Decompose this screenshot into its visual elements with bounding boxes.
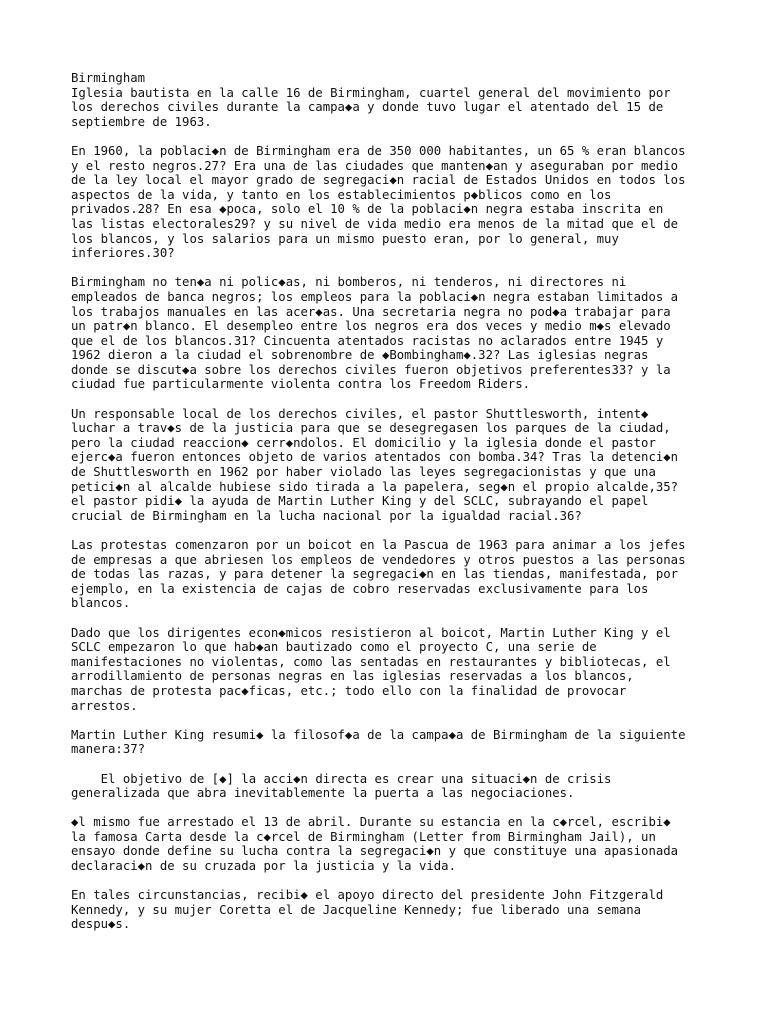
paragraph-shuttlesworth: Un responsable local de los derechos civiles, el pastor Shuttlesworth, intent◆ luchar a trav◆s de la justicia para que se desegregasen los parques de la ciudad, pero la ciudad reaccion◆ cerr◆ndolos. El domicilio y la iglesia donde el pastor ejerc◆a fueron entonces objeto de varios atentados con bomba.34? Tras la detenci◆n de Shuttlesworth en 1962 por haber violado las leyes segregacionistas y que una petici◆n al alcalde hubiese sido tirada a la papelera, seg◆n el propio alcalde,35? el pastor pidi◆ la ayuda de Martin Luther King y del SCLC, subrayando el papel crucial de Birmingham en la lucha nacional por la igualdad racial.36? [71, 406, 679, 523]
document-title: Birmingham [71, 71, 146, 85]
document-page [71, 71, 731, 932]
paragraph-project-c: Dado que los dirigentes econ◆micos resistieron al boicot, Martin Luther King y el SCLC empezaron lo que hab◆an bautizado como el proyecto C, una serie de manifestaciones no violentas, como las sentadas en restaurantes y bibliotecas, el arrodillamiento de personas negras en las iglesias reservadas a los blancos, marchas de protesta pac◆ficas, etc.; todo ello con la finalidad de provocar arrestos. [71, 625, 671, 713]
paragraph-kennedy: En tales circunstancias, recibi◆ el apoyo directo del presidente John Fitzgerald Kennedy, y su mujer Coretta el de Jacqueline Kennedy; fue liberado una semana despu◆s. [71, 888, 664, 932]
paragraph-philosophy: Martin Luther King resumi◆ la filosof◆a de la campa◆a de Birmingham de la siguiente manera:37? [71, 727, 686, 757]
paragraph-employment: Birmingham no ten◆a ni polic◆as, ni bomberos, ni tenderos, ni directores ni empleados de banca negros; los empleos para la poblaci◆n negra estaban limitados a los trabajos manuales en las acer◆as. Una secretaria negra no pod◆a trabajar para un patr◆n blanco. El desempleo entre los negros era dos veces y medio m◆s elevado que el de los blancos.31? Cincuenta atentados racistas no aclarados entre 1945 y 1962 dieron a la ciudad el sobrenombre de ◆Bombingham◆.32? Las iglesias negras donde se discut◆a sobre los derechos civiles fueron objetivos preferentes33? y la ciudad fue particularmente violenta contra los Freedom Riders. [71, 275, 679, 392]
paragraph-boycott: Las protestas comenzaron por un boicot en la Pascua de 1963 para animar a los jefes de empresas a que abriesen los empleos de vendedores y otros puestos a las personas de todas las razas, y para detener la segregaci◆n en las tiendas, manifestada, por ejemplo, en la existencia de cajas de cobro reservadas exclusivamente para los blancos. [71, 538, 686, 611]
paragraph-population: En 1960, la poblaci◆n de Birmingham era de 350 000 habitantes, un 65 % eran blancos y el resto negros.27? Era una de las ciudades que manten◆an y aseguraban por medio de la ley local el mayor grado de segregaci◆n racial de Estados Unidos en todos los aspectos de la vida, y tanto en los establecimientos p◆blicos como en los privados.28? En esa ◆poca, solo el 10 % de la poblaci◆n negra estaba inscrita en las listas electorales29? y su nivel de vida medio era menos de la mitad que el de los blancos, y los salarios para un mismo puesto eran, por lo general, muy inferiores.30? [71, 143, 686, 261]
paragraph-caption: Iglesia bautista en la calle 16 de Birmingham, cuartel general del movimiento por los derechos civiles durante la campa◆a y donde tuvo lugar el atentado del 15 de septiembre de 1963. [71, 85, 671, 129]
paragraph-quote: El objetivo de [◆] la acci◆n directa es crear una situaci◆n de crisis generalizada que abra inevitablemente la puerta a las negociaciones. [71, 771, 612, 801]
paragraph-arrest: ◆l mismo fue arrestado el 13 de abril. Durante su estancia en la c◆rcel, escribi◆ la famosa Carta desde la c◆rcel de Birmingham (Letter from Birmingham Jail), un ensayo donde define su lucha contra la segregaci◆n y que constituye una apasionada declaraci◆n de su cruzada por la justicia y la vida. [71, 815, 679, 874]
